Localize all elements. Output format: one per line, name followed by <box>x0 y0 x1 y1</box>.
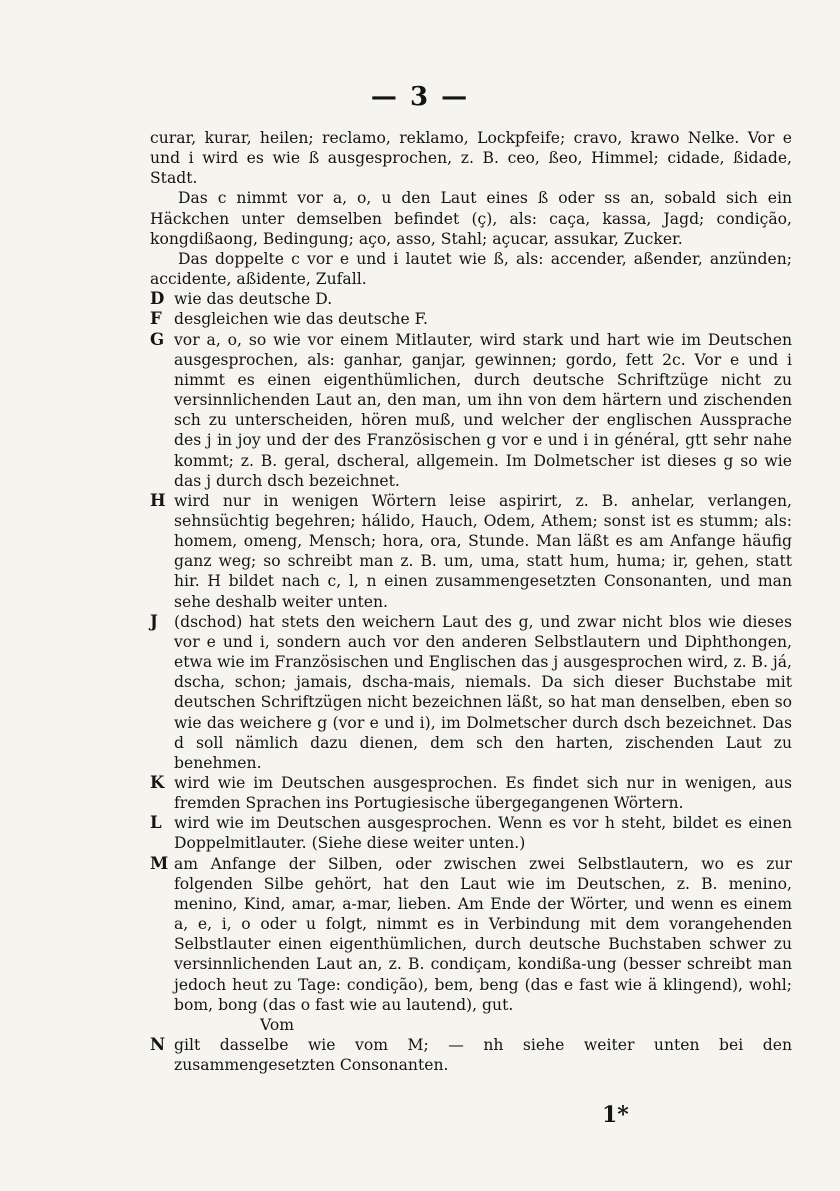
entry-text: (dschod) hat stets den weichern Laut des g, und zwar nicht blos wie dieses vor e und i, sondern auch vor den anderen Selbstlautern und Diphthongen, etwa wie im Französischen und Englischen das j ausgesprochen wird, z. B. já, dscha, schon; jamais, dscha-mais, niemals. Da sich dieser Buchstabe mit deutschen Schriftzügen nicht bezeichnen läßt, so hat man denselben, eben so wie das weichere g (vor e und i), im Dolmetscher durch dsch bezeichnet. Das d soll nämlich dazu dienen, dem sch den harten, zischenden Laut zu benehmen. <box>174 612 792 772</box>
body-text <box>150 128 792 1075</box>
entry-letter: N <box>150 1035 166 1055</box>
letter-entry-g <box>150 330 792 491</box>
letter-entry-h <box>150 491 792 612</box>
standalone-word: Vom <box>260 1015 295 1034</box>
letter-entry-f <box>150 309 792 329</box>
entry-text: gilt dasselbe wie vom M; — nh siehe weiter unten bei den zusammengesetzten Consonanten. <box>174 1036 792 1075</box>
letter-entry-j <box>150 612 792 773</box>
paragraph-c-cedilla: Das c nimmt vor a, o, u den Laut eines ß oder ss an, sobald sich ein Häckchen unter demselben befindet (ç), als: caça, kassa, Jagd; condição, kongdißaong, Bedingung; aço, asso, Stahl; açucar, assukar, Zucker. <box>150 189 792 248</box>
entry-letter: F <box>150 309 162 329</box>
entry-letter: H <box>150 490 166 510</box>
letter-entry-k <box>150 773 792 813</box>
signature-mark: 1* <box>602 1102 629 1128</box>
page-number: — 3 — <box>370 82 470 112</box>
entry-text: desgleichen wie das deutsche F. <box>174 310 428 329</box>
entry-text: wird wie im Deutschen ausgesprochen. Es findet sich nur in wenigen, aus fremden Sprachen ins Portugiesische übergegangenen Wörtern. <box>174 774 792 813</box>
letter-entry-m <box>150 854 792 1015</box>
paragraph-double-c: Das doppelte c vor e und i lautet wie ß, als: accender, aßender, anzünden; accidente, aßidente, Zufall. <box>150 249 792 289</box>
entry-letter: M <box>150 853 169 873</box>
letter-entry-n <box>150 1035 792 1075</box>
entry-letter: L <box>150 813 162 833</box>
letter-entry-d <box>150 289 792 309</box>
entry-text: wie das deutsche D. <box>174 290 333 309</box>
entry-text: wird wie im Deutschen ausgesprochen. Wenn es vor h steht, bildet es einen Doppelmitlauter. (Siehe diese weiter unten.) <box>174 814 792 853</box>
entry-text: wird nur in wenigen Wörtern leise aspirirt, z. B. anhelar, verlangen, sehnsüchtig begehren; hálido, Hauch, Odem, Athem; sonst ist es stumm; als: homem, omeng, Mensch; hora, ora, Stunde. Man läßt es am Anfange häufig ganz weg; so schreibt man z. B. um, uma, statt hum, huma; ir, gehen, statt hir. H bildet nach c, l, n einen zusammengesetzten Consonanten, und man sehe deshalb weiter unten. <box>174 491 792 611</box>
paragraph-intro: curar, kurar, heilen; reclamo, reklamo, Lockpfeife; cravo, krawo Nelke. Vor e und i wird es wie ß ausgesprochen, z. B. ceo, ßeo, Himmel; cidade, ßidade, Stadt. <box>150 129 792 188</box>
entry-text: am Anfange der Silben, oder zwischen zwei Selbstlautern, wo es zur folgenden Silbe gehört, hat den Laut wie im Deutschen, z. B. menino, menino, Kind, amar, a-mar, lieben. Am Ende der Wörter, und wenn es einem a, e, i, o oder u folgt, nimmt es in Verbindung mit dem vorangehenden Selbstlauter einen eigenthümlichen, durch deutsche Buchstaben schwer zu versinnlichenden Laut an, z. B. condiçam, kondißa-ung (besser schreibt man jedoch heut zu Tage: condição), bem, beng (das e fast wie ä klingend), wohl; bom, bong (das o fast wie au lautend), gut. <box>174 854 792 1014</box>
entry-letter: J <box>150 611 158 631</box>
entry-letter: K <box>150 773 165 792</box>
entry-letter: G <box>150 329 165 349</box>
entry-text: vor a, o, so wie vor einem Mitlauter, wird stark und hart wie im Deutschen ausgesprochen, als: ganhar, ganjar, gewinnen; gordo, fett 2c. Vor e und i nimmt es einen eigenthümlichen, durch deutsche Schriftzüge nicht zu versinnlichenden Laut an, den man, um ihn von dem härtern und zischenden sch zu unterscheiden, hören muß, und welcher der englischen Aussprache des j in joy und der des Französischen g vor e und i in général, gtt sehr nahe kommt; z. B. geral, dscheral, allgemein. Im Dolmetscher ist dieses g so wie das j durch dsch bezeichnet. <box>174 330 792 490</box>
letter-entry-l <box>150 813 792 853</box>
entry-letter: D <box>150 289 165 309</box>
